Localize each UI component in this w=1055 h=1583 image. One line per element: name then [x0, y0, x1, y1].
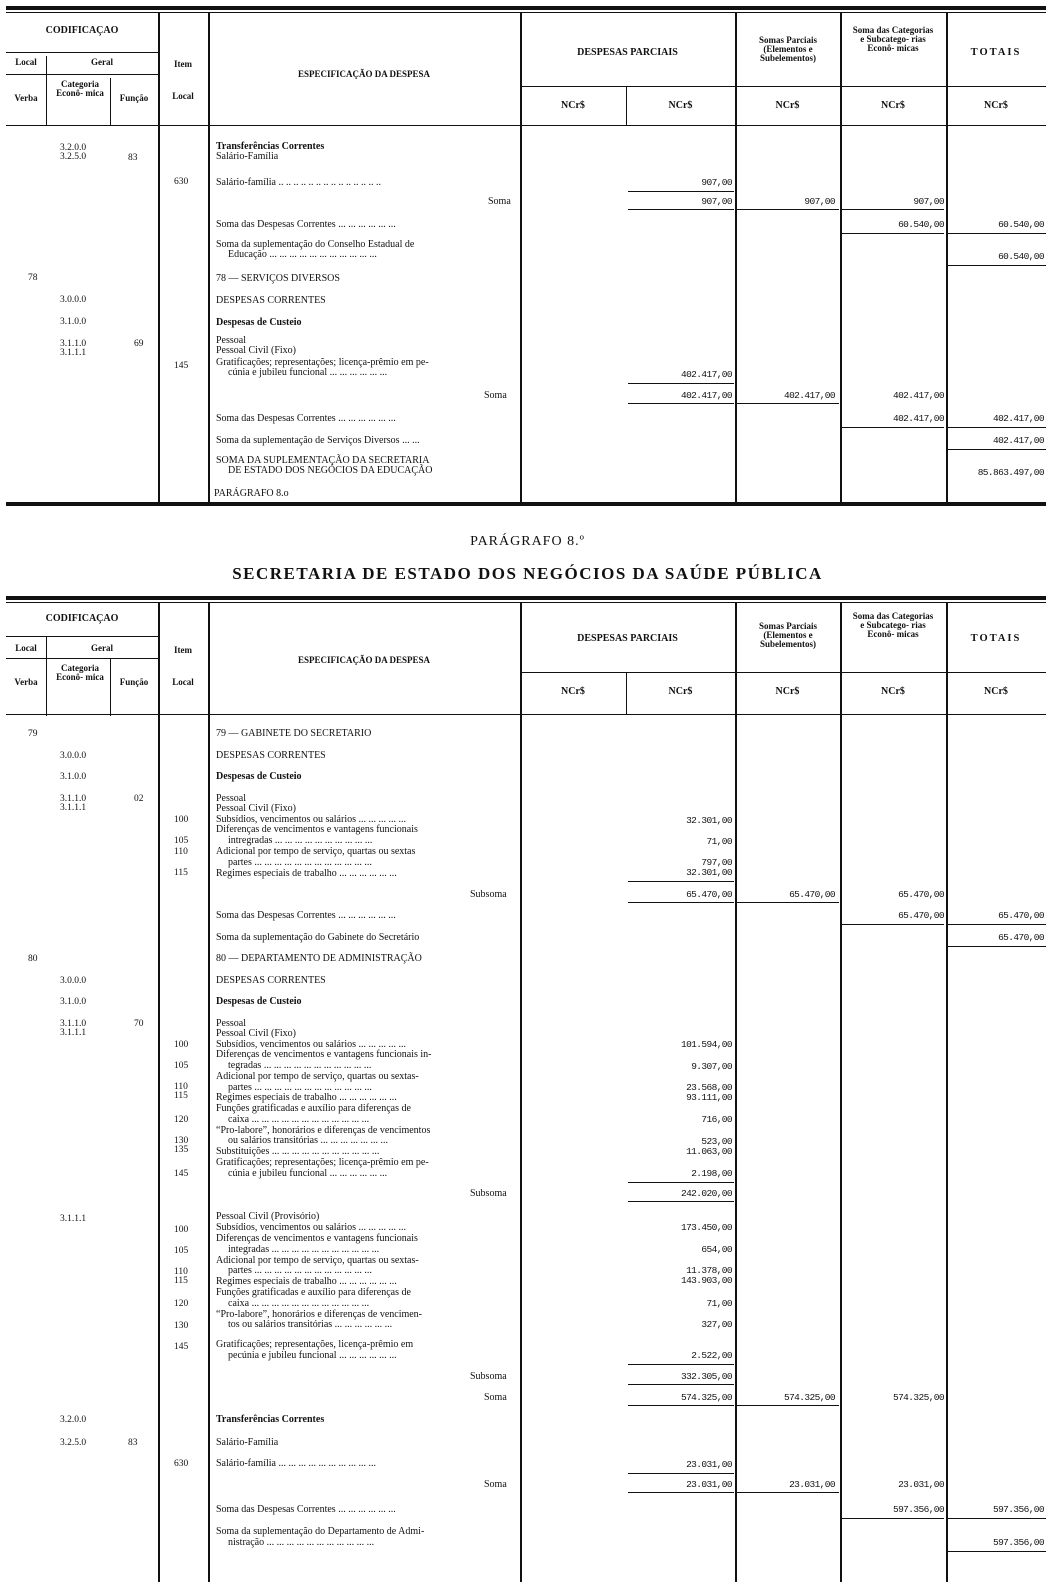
- underline: [628, 403, 734, 404]
- spec-line: Diferenças de vencimentos e vantagens funcionais: [216, 1233, 418, 1244]
- underline: [628, 383, 734, 384]
- code-categoria: 3.2.5.0: [60, 1438, 87, 1448]
- spec-line: Soma da suplementação do Conselho Estadual de: [216, 239, 415, 250]
- col-rule: [946, 602, 948, 1582]
- underline: [948, 1518, 1046, 1519]
- spec-line: Pessoal Civil (Fixo): [216, 1028, 297, 1039]
- value: 23.031,00: [898, 1479, 944, 1490]
- spec-subsoma: Subsoma: [470, 1188, 507, 1199]
- code-categoria: 3.1.0.0: [60, 317, 87, 327]
- spec-line: nistração ... ... ... ... ... ... ... ... ... ... ...: [228, 1537, 375, 1548]
- value: 597.356,00: [992, 1537, 1044, 1548]
- spec-line: pecúnia e jubileu funcional ... ... ... ... ... ...: [228, 1350, 397, 1361]
- categoria-header: Categoria Econô- mica: [56, 79, 104, 98]
- ncr-header: NCr$: [881, 100, 905, 111]
- underline: [842, 1518, 944, 1519]
- value: 23.031,00: [686, 1459, 732, 1470]
- item-local-header: Local: [172, 677, 194, 687]
- header-rule: [6, 658, 158, 659]
- spec-line: partes ... ... ... ... ... ... ... ... ... ... ... ...: [228, 1265, 372, 1276]
- value: 2.522,00: [691, 1350, 732, 1361]
- spec-line: Transferências Correntes: [216, 1414, 325, 1425]
- value: 597.356,00: [892, 1504, 944, 1515]
- code-categoria: 3.1.1.0 3.1.1.1: [60, 794, 87, 813]
- underline: [628, 1473, 734, 1474]
- code-verba: 78: [28, 273, 38, 283]
- top-budget-table: [6, 6, 1046, 506]
- underline: [628, 1364, 734, 1365]
- table-top-border: [6, 6, 1046, 10]
- underline: [628, 191, 734, 192]
- value: 173.450,00: [680, 1222, 732, 1233]
- especificacao-header: ESPECIFICAÇÃO DA DESPESA: [297, 655, 431, 665]
- especificacao-header: ESPECIFICAÇÃO DA DESPESA: [297, 69, 431, 79]
- spec-line: Educação ... ... ... ... ... ... ... ... ... ... ...: [228, 249, 377, 260]
- value: 23.568,00: [686, 1082, 732, 1093]
- spec-line: Soma da suplementação de Serviços Diversos ... ...: [216, 435, 420, 446]
- value: 523,00: [701, 1136, 732, 1147]
- spec-line: Pessoal: [216, 793, 246, 804]
- code-funcao: 69: [134, 339, 144, 349]
- value: 402.417,00: [680, 390, 732, 401]
- underline: [948, 427, 1046, 428]
- spec-line: Regimes especiais de trabalho ... ... ... ... ... ...: [216, 1092, 397, 1103]
- value: 402.417,00: [992, 413, 1044, 424]
- code-categoria: 3.2.0.0 3.2.5.0: [60, 143, 87, 162]
- header-rule: [6, 52, 158, 53]
- value: 93.111,00: [686, 1092, 732, 1103]
- value: 402.417,00: [783, 390, 835, 401]
- value: 907,00: [804, 196, 835, 207]
- underline: [737, 1492, 839, 1493]
- spec-line: DESPESAS CORRENTES: [216, 750, 326, 761]
- code-item: 630: [174, 177, 189, 187]
- code-categoria: 3.2.0.0: [60, 1415, 87, 1425]
- spec-line: DE ESTADO DOS NEGÓCIOS DA EDUCAÇÃO: [228, 465, 433, 476]
- spec-line: DESPESAS CORRENTES: [216, 975, 326, 986]
- header-rule: [520, 672, 1046, 673]
- spec-line: Diferenças de vencimentos e vantagens funcionais: [216, 824, 418, 835]
- spec-line: SOMA DA SUPLEMENTAÇÃO DA SECRETARIA: [216, 455, 430, 466]
- codificacao-header: CODIFICAÇAO: [45, 613, 119, 624]
- table-top-border: [6, 596, 1046, 600]
- value: 402.417,00: [680, 369, 732, 380]
- value: 574.325,00: [783, 1392, 835, 1403]
- spec-line: caixa ... ... ... ... ... ... ... ... ... ... ... ...: [228, 1114, 370, 1125]
- geral-header: Geral: [91, 643, 113, 653]
- code-item: 145: [174, 1169, 189, 1179]
- spec-line: PARÁGRAFO 8.o: [214, 488, 289, 499]
- spec-line: Gratificações; representações; licença-prêmio em pe-: [216, 1157, 429, 1168]
- spec-line: Funções gratificadas e auxílio para diferenças de: [216, 1287, 411, 1298]
- spec-line: Despesas de Custeio: [216, 996, 302, 1007]
- header-rule: [6, 74, 158, 75]
- underline: [628, 209, 734, 210]
- spec-line: Pessoal: [216, 335, 246, 346]
- underline: [628, 902, 734, 903]
- spec-line: Soma das Despesas Correntes ... ... ... ... ... ...: [216, 219, 396, 230]
- spec-line: Gratificações; representações; licença-prêmio em pe-: [216, 357, 429, 368]
- ncr-header: NCr$: [561, 100, 585, 111]
- underline: [842, 209, 944, 210]
- item-local-header: Local: [172, 91, 194, 101]
- totais-header: TOTAIS: [970, 47, 1022, 58]
- spec-line: tegradas ... ... ... ... ... ... ... ... ... ... ...: [228, 1060, 372, 1071]
- underline: [948, 924, 1046, 925]
- funcao-header: Função: [119, 677, 149, 687]
- underline: [628, 881, 734, 882]
- spec-line: partes ... ... ... ... ... ... ... ... ... ... ... ...: [228, 1082, 372, 1093]
- codificacao-header: CODIFICAÇAO: [45, 25, 119, 36]
- value: 2.198,00: [691, 1168, 732, 1179]
- spec-subsoma: Subsoma: [470, 889, 507, 900]
- value: 574.325,00: [892, 1392, 944, 1403]
- value: 71,00: [706, 1298, 732, 1309]
- spec-line: intregradas ... ... ... ... ... ... ... ... ... ...: [228, 835, 373, 846]
- col-rule: [208, 602, 210, 1582]
- code-item: 115: [174, 868, 188, 878]
- value: 597.356,00: [992, 1504, 1044, 1515]
- value: 11.063,00: [686, 1146, 732, 1157]
- code-verba: 79: [28, 729, 38, 739]
- col-rule: [158, 12, 160, 502]
- ncr-header: NCr$: [561, 686, 585, 697]
- spec-line: Despesas de Custeio: [216, 771, 302, 782]
- table-top-border-inner: [6, 12, 1046, 13]
- header-bottom-rule: [6, 125, 1046, 126]
- header-rule: [6, 636, 158, 637]
- spec-line: tos ou salários transitórias ... ... ... ... ... ...: [228, 1319, 393, 1330]
- value: 32.301,00: [686, 815, 732, 826]
- grand-total: 85.863.497,00: [977, 467, 1044, 478]
- code-categoria: 3.1.0.0: [60, 997, 87, 1007]
- value: 143.903,00: [680, 1275, 732, 1286]
- spec-line: cúnia e jubileu funcional ... ... ... ... ... ...: [228, 367, 388, 378]
- funcao-header: Função: [119, 93, 149, 103]
- underline: [628, 1384, 734, 1385]
- header-rule: [520, 86, 1046, 87]
- code-categoria: 3.0.0.0: [60, 751, 87, 761]
- underline: [948, 1551, 1046, 1552]
- spec-line: Pessoal: [216, 1018, 246, 1029]
- code-categoria: 3.0.0.0: [60, 295, 87, 305]
- underline: [737, 209, 839, 210]
- spec-line: Salário-família .. .. .. .. .. .. .. .. .. .. .. .. .. ..: [216, 177, 381, 188]
- spec-soma: Soma: [484, 1479, 507, 1490]
- col-rule: [840, 602, 842, 1582]
- code-item: 105: [174, 1246, 189, 1256]
- code-item: 100: [174, 815, 189, 825]
- item-header: Item: [174, 59, 192, 69]
- underline: [842, 427, 944, 428]
- bottom-budget-table: [6, 596, 1046, 1582]
- col-rule: [520, 602, 522, 1582]
- spec-line: “Pro-labore”, honorários e diferenças de vencimen-: [216, 1309, 423, 1320]
- col-rule: [110, 658, 111, 716]
- spec-line: Soma das Despesas Correntes ... ... ... ... ... ...: [216, 910, 396, 921]
- spec-subsoma: Subsoma: [470, 1371, 507, 1382]
- col-rule: [208, 12, 210, 502]
- code-item: 145: [174, 1342, 189, 1352]
- spec-line: caixa ... ... ... ... ... ... ... ... ... ... ... ...: [228, 1298, 370, 1309]
- underline: [737, 403, 839, 404]
- code-funcao: 70: [134, 1019, 144, 1029]
- underline: [948, 265, 1046, 266]
- code-categoria: 3.1.0.0: [60, 772, 87, 782]
- spec-soma: Soma: [484, 390, 507, 401]
- paragraph-heading: PARÁGRAFO 8.º: [470, 534, 585, 549]
- soma-categorias-header: Soma das Categorias e Subcatego- rias Econô- micas: [852, 25, 934, 53]
- table-bottom-border: [6, 502, 1046, 506]
- local-header: Local: [15, 643, 37, 653]
- code-funcao: 83: [128, 1438, 138, 1448]
- code-item: 110 115: [174, 1267, 188, 1286]
- secretaria-title: SECRETARIA DE ESTADO DOS NEGÓCIOS DA SAÚDE PÚBLICA: [232, 564, 823, 583]
- local-header: Local: [15, 57, 37, 67]
- spec-line: Pessoal Civil (Fixo): [216, 803, 297, 814]
- value: 402.417,00: [892, 390, 944, 401]
- value: 65.470,00: [789, 889, 835, 900]
- ncr-header: NCr$: [668, 686, 693, 697]
- value: 65.470,00: [898, 889, 944, 900]
- value: 60.540,00: [898, 219, 944, 230]
- value: 654,00: [701, 1244, 732, 1255]
- spec-line: DESPESAS CORRENTES: [216, 295, 326, 306]
- ncr-header: NCr$: [775, 100, 800, 111]
- value: 242.020,00: [680, 1188, 732, 1199]
- spec-line: Adicional por tempo de serviço, quartas ou sextas: [216, 846, 416, 857]
- value: 9.307,00: [691, 1061, 732, 1072]
- ncr-header: NCr$: [668, 100, 693, 111]
- spec-line: Funções gratificadas e auxílio para diferenças de: [216, 1103, 411, 1114]
- spec-line: Gratificações; representações, licença-prêmio em: [216, 1339, 414, 1350]
- col-rule: [158, 602, 160, 1582]
- value: 327,00: [701, 1319, 732, 1330]
- underline: [948, 946, 1046, 947]
- code-item: 120: [174, 1115, 189, 1125]
- spec-line: Soma da suplementação do Departamento de Admi-: [216, 1526, 425, 1537]
- somas-parciais-header: Somas Parciais (Elementos e Subelementos): [758, 35, 818, 63]
- code-item: 105: [174, 1061, 189, 1071]
- value: 32.301,00: [686, 867, 732, 878]
- value: 574.325,00: [680, 1392, 732, 1403]
- spec-line: Soma da suplementação do Gabinete do Secretário: [216, 932, 420, 943]
- underline: [628, 1182, 734, 1183]
- value: 23.031,00: [686, 1479, 732, 1490]
- value: 402.417,00: [892, 413, 944, 424]
- spec-line: Adicional por tempo de serviço, quartas ou sextas-: [216, 1255, 419, 1266]
- verba-header: Verba: [14, 93, 38, 103]
- despesas-parciais-header: DESPESAS PARCIAIS: [577, 47, 678, 58]
- spec-line: Adicional por tempo de serviço, quartas ou sextas-: [216, 1071, 419, 1082]
- spec-line: Transferências Correntes: [216, 141, 325, 152]
- code-funcao: 83: [128, 153, 138, 163]
- value: 23.031,00: [789, 1479, 835, 1490]
- code-categoria: 3.1.1.0 3.1.1.1: [60, 339, 87, 358]
- code-item: 130 135: [174, 1136, 189, 1155]
- verba-header: Verba: [14, 677, 38, 687]
- spec-line: ou salários transitórias ... ... ... ... ... ... ...: [228, 1135, 388, 1146]
- spec-line: Soma das Despesas Correntes ... ... ... ... ... ...: [216, 413, 396, 424]
- value: 907,00: [701, 196, 732, 207]
- spec-line: integradas ... ... ... ... ... ... ... ... ... ... ...: [228, 1244, 380, 1255]
- col-rule: [735, 602, 737, 1582]
- underline: [842, 233, 944, 234]
- categoria-header: Categoria Econô- mica: [56, 663, 104, 682]
- spec-line: Regimes especiais de trabalho ... ... ... ... ... ...: [216, 1276, 397, 1287]
- despesas-parciais-header: DESPESAS PARCIAIS: [577, 633, 678, 644]
- ncr-header: NCr$: [881, 686, 905, 697]
- spec-line: Subsídios, vencimentos ou salários ... ... ... ... ...: [216, 1039, 406, 1050]
- value: 60.540,00: [998, 219, 1044, 230]
- ncr-header: NCr$: [984, 686, 1008, 697]
- soma-categorias-header: Soma das Categorias e Subcatego- rias Econô- micas: [852, 611, 934, 639]
- spec-line: Subsídios, vencimentos ou salários ... ... ... ... ...: [216, 814, 406, 825]
- code-item: 120: [174, 1299, 189, 1309]
- spec-line: Diferenças de vencimentos e vantagens funcionais in-: [216, 1049, 432, 1060]
- value: 65.470,00: [686, 889, 732, 900]
- value: 716,00: [701, 1114, 732, 1125]
- code-categoria: 3.1.1.1: [60, 1214, 87, 1224]
- spec-line: partes ... ... ... ... ... ... ... ... ... ... ... ...: [228, 857, 372, 868]
- code-item: 110: [174, 847, 188, 857]
- underline: [628, 1405, 734, 1406]
- spec-line: Pessoal Civil (Provisório): [216, 1211, 320, 1222]
- underline: [628, 1201, 734, 1202]
- value: 907,00: [701, 177, 732, 188]
- code-item: 105: [174, 836, 189, 846]
- item-header: Item: [174, 645, 192, 655]
- value: 71,00: [706, 836, 732, 847]
- spec-line: Salário-Família: [216, 1437, 279, 1448]
- value: 797,00: [701, 857, 732, 868]
- value: 332.305,00: [680, 1371, 732, 1382]
- underline: [948, 233, 1046, 234]
- spec-line: Subsídios, vencimentos ou salários ... ... ... ... ...: [216, 1222, 406, 1233]
- table-top-border-inner: [6, 602, 1046, 603]
- code-item: 145: [174, 361, 189, 371]
- value: 402.417,00: [992, 435, 1044, 446]
- value: 907,00: [913, 196, 944, 207]
- underline: [737, 1405, 839, 1406]
- code-verba: 80: [28, 954, 38, 964]
- ncr-header: NCr$: [775, 686, 800, 697]
- spec-line: Salário-família ... ... ... ... ... ... ... ... ... ...: [216, 1458, 376, 1469]
- spec-line: cúnia e jubileu funcional ... ... ... ... ... ...: [228, 1168, 388, 1179]
- header-bottom-rule: [6, 714, 1046, 715]
- somas-parciais-header: Somas Parciais (Elementos e Subelementos): [758, 621, 818, 649]
- spec-line: Pessoal Civil (Fixo): [216, 345, 297, 356]
- spec-line: “Pro-labore”, honorários e diferenças de vencimentos: [216, 1125, 431, 1136]
- code-item: 110 115: [174, 1082, 188, 1101]
- value: 65.470,00: [998, 910, 1044, 921]
- spec-line: 78 — SERVIÇOS DIVERSOS: [216, 273, 340, 284]
- geral-header: Geral: [91, 57, 113, 67]
- value: 101.594,00: [680, 1039, 732, 1050]
- spec-line: Substituições ... ... ... ... ... ... ... ... ... ... ...: [216, 1146, 380, 1157]
- value: 65.470,00: [998, 932, 1044, 943]
- code-categoria: 3.0.0.0: [60, 976, 87, 986]
- value: 60.540,00: [998, 251, 1044, 262]
- spec-line: Regimes especiais de trabalho ... ... ... ... ... ...: [216, 868, 397, 879]
- spec-line: Salário-Família: [216, 151, 279, 162]
- value: 11.378,00: [686, 1265, 732, 1276]
- spec-line: Soma das Despesas Correntes ... ... ... ... ... ...: [216, 1504, 396, 1515]
- underline: [948, 449, 1046, 450]
- code-categoria: 3.1.1.0 3.1.1.1: [60, 1019, 87, 1038]
- spec-line: 79 — GABINETE DO SECRETARIO: [216, 728, 372, 739]
- value: 65.470,00: [898, 910, 944, 921]
- spec-soma: Soma: [484, 1392, 507, 1403]
- totais-header: TOTAIS: [970, 633, 1022, 644]
- ncr-header: NCr$: [984, 100, 1008, 111]
- code-item: 100: [174, 1225, 189, 1235]
- underline: [737, 902, 839, 903]
- underline: [628, 1492, 734, 1493]
- code-item: 630: [174, 1459, 189, 1469]
- code-funcao: 02: [134, 794, 144, 804]
- code-item: 100: [174, 1040, 189, 1050]
- spec-line: 80 — DEPARTAMENTO DE ADMINISTRAÇÃO: [216, 953, 422, 964]
- spec-soma: Soma: [488, 196, 511, 207]
- code-item: 130: [174, 1321, 189, 1331]
- spec-line: Despesas de Custeio: [216, 317, 302, 328]
- underline: [842, 924, 944, 925]
